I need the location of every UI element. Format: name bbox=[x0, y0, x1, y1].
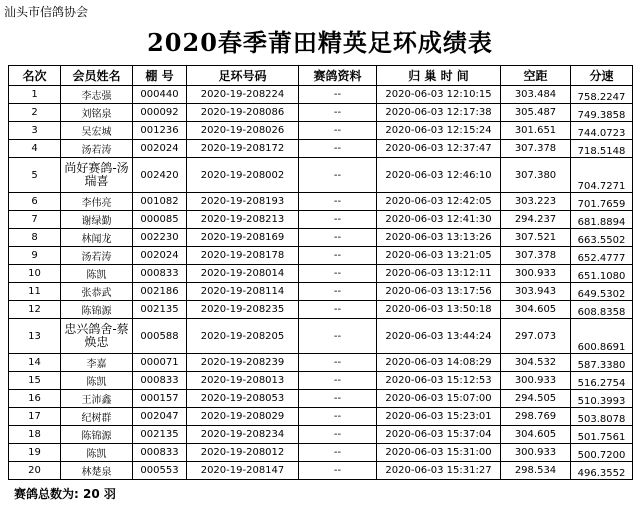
ring-number-cell: 2020-19-208012 bbox=[187, 444, 299, 462]
table-row bbox=[9, 86, 633, 104]
distance-cell: 300.933 bbox=[501, 372, 571, 390]
speed-cell: 496.3552 bbox=[571, 462, 633, 480]
loft-number-cell: 002420 bbox=[133, 158, 187, 193]
total-count: 赛鸽总数为: 20 羽 bbox=[14, 487, 116, 501]
return-time-cell: 2020-06-03 12:41:30 bbox=[377, 211, 501, 229]
page-title: 2020春季莆田精英足环成绩表 bbox=[147, 28, 493, 57]
distance-cell: 298.534 bbox=[501, 462, 571, 480]
return-time-cell: 2020-06-03 15:12:53 bbox=[377, 372, 501, 390]
rank-cell: 12 bbox=[9, 301, 61, 319]
table-row bbox=[9, 211, 633, 229]
loft-number-cell: 000833 bbox=[133, 444, 187, 462]
loft-number-cell: 002024 bbox=[133, 140, 187, 158]
pigeon-info-cell: -- bbox=[299, 301, 377, 319]
ring-number-cell: 2020-19-208026 bbox=[187, 122, 299, 140]
loft-number-cell: 001236 bbox=[133, 122, 187, 140]
distance-cell: 303.943 bbox=[501, 283, 571, 301]
pigeon-info-cell: -- bbox=[299, 319, 377, 354]
table-row bbox=[9, 462, 633, 480]
ring-number-cell: 2020-19-208193 bbox=[187, 193, 299, 211]
return-time-cell: 2020-06-03 13:17:56 bbox=[377, 283, 501, 301]
ring-number-cell: 2020-19-208169 bbox=[187, 229, 299, 247]
rank-cell: 3 bbox=[9, 122, 61, 140]
member-name-cell: 林楚泉 bbox=[61, 462, 133, 480]
ring-number-cell: 2020-19-208239 bbox=[187, 354, 299, 372]
member-name-cell: 张恭武 bbox=[61, 283, 133, 301]
distance-cell: 304.605 bbox=[501, 301, 571, 319]
pigeon-info-cell: -- bbox=[299, 444, 377, 462]
speed-cell: 701.7659 bbox=[571, 193, 633, 211]
loft-number-cell: 000833 bbox=[133, 265, 187, 283]
speed-cell: 516.2754 bbox=[571, 372, 633, 390]
ring-number-cell: 2020-19-208014 bbox=[187, 265, 299, 283]
member-name-cell: 陈凯 bbox=[61, 444, 133, 462]
ring-number-cell: 2020-19-208114 bbox=[187, 283, 299, 301]
speed-cell: 501.7561 bbox=[571, 426, 633, 444]
member-name-cell: 纪树群 bbox=[61, 408, 133, 426]
member-name-cell: 李伟亮 bbox=[61, 193, 133, 211]
member-name-cell: 陈锦源 bbox=[61, 426, 133, 444]
rank-cell: 16 bbox=[9, 390, 61, 408]
rank-cell: 13 bbox=[9, 319, 61, 354]
rank-cell: 7 bbox=[9, 211, 61, 229]
rank-cell: 1 bbox=[9, 86, 61, 104]
loft-number-cell: 000833 bbox=[133, 372, 187, 390]
speed-cell: 718.5148 bbox=[571, 140, 633, 158]
distance-cell: 307.378 bbox=[501, 140, 571, 158]
rank-cell: 8 bbox=[9, 229, 61, 247]
table-row bbox=[9, 390, 633, 408]
member-name-cell: 陈锦源 bbox=[61, 301, 133, 319]
return-time-cell: 2020-06-03 13:12:11 bbox=[377, 265, 501, 283]
ring-number-cell: 2020-19-208053 bbox=[187, 390, 299, 408]
pigeon-info-cell: -- bbox=[299, 372, 377, 390]
loft-number-cell: 001082 bbox=[133, 193, 187, 211]
table-header-row bbox=[9, 66, 633, 86]
distance-cell: 307.521 bbox=[501, 229, 571, 247]
rank-cell: 10 bbox=[9, 265, 61, 283]
rank-cell: 6 bbox=[9, 193, 61, 211]
return-time-cell: 2020-06-03 15:07:00 bbox=[377, 390, 501, 408]
column-header-name: 会员姓名 bbox=[61, 66, 133, 86]
member-name-cell: 汤若涛 bbox=[61, 247, 133, 265]
rank-cell: 9 bbox=[9, 247, 61, 265]
distance-cell: 307.380 bbox=[501, 158, 571, 193]
loft-number-cell: 002047 bbox=[133, 408, 187, 426]
distance-cell: 297.073 bbox=[501, 319, 571, 354]
member-name-cell: 陈凯 bbox=[61, 265, 133, 283]
results-table bbox=[8, 65, 633, 480]
return-time-cell: 2020-06-03 12:15:24 bbox=[377, 122, 501, 140]
member-name-cell: 尚好赛鸽-汤瑞喜 bbox=[61, 158, 133, 193]
member-name-cell: 刘铭泉 bbox=[61, 104, 133, 122]
speed-cell: 608.8358 bbox=[571, 301, 633, 319]
return-time-cell: 2020-06-03 15:31:27 bbox=[377, 462, 501, 480]
return-time-cell: 2020-06-03 15:23:01 bbox=[377, 408, 501, 426]
pigeon-info-cell: -- bbox=[299, 104, 377, 122]
pigeon-info-cell: -- bbox=[299, 408, 377, 426]
speed-cell: 500.7200 bbox=[571, 444, 633, 462]
rank-cell: 20 bbox=[9, 462, 61, 480]
distance-cell: 303.484 bbox=[501, 86, 571, 104]
rank-cell: 15 bbox=[9, 372, 61, 390]
speed-cell: 652.4777 bbox=[571, 247, 633, 265]
distance-cell: 304.532 bbox=[501, 354, 571, 372]
pigeon-info-cell: -- bbox=[299, 140, 377, 158]
loft-number-cell: 000071 bbox=[133, 354, 187, 372]
loft-number-cell: 000553 bbox=[133, 462, 187, 480]
ring-number-cell: 2020-19-208029 bbox=[187, 408, 299, 426]
table-row bbox=[9, 283, 633, 301]
loft-number-cell: 000440 bbox=[133, 86, 187, 104]
member-name-cell: 林闻龙 bbox=[61, 229, 133, 247]
loft-number-cell: 002186 bbox=[133, 283, 187, 301]
speed-cell: 503.8078 bbox=[571, 408, 633, 426]
distance-cell: 303.223 bbox=[501, 193, 571, 211]
member-name-cell: 吴宏城 bbox=[61, 122, 133, 140]
distance-cell: 300.933 bbox=[501, 265, 571, 283]
table-row bbox=[9, 354, 633, 372]
table-row bbox=[9, 158, 633, 193]
column-header-speed: 分速 bbox=[571, 66, 633, 86]
table-row bbox=[9, 247, 633, 265]
member-name-cell: 谢绿勤 bbox=[61, 211, 133, 229]
return-time-cell: 2020-06-03 13:50:18 bbox=[377, 301, 501, 319]
table-row bbox=[9, 193, 633, 211]
distance-cell: 307.378 bbox=[501, 247, 571, 265]
ring-number-cell: 2020-19-208213 bbox=[187, 211, 299, 229]
distance-cell: 304.605 bbox=[501, 426, 571, 444]
member-name-cell: 李志强 bbox=[61, 86, 133, 104]
return-time-cell: 2020-06-03 12:42:05 bbox=[377, 193, 501, 211]
table-row bbox=[9, 372, 633, 390]
member-name-cell: 汤若涛 bbox=[61, 140, 133, 158]
pigeon-info-cell: -- bbox=[299, 122, 377, 140]
distance-cell: 298.769 bbox=[501, 408, 571, 426]
ring-number-cell: 2020-19-208178 bbox=[187, 247, 299, 265]
speed-cell: 681.8894 bbox=[571, 211, 633, 229]
return-time-cell: 2020-06-03 15:31:00 bbox=[377, 444, 501, 462]
member-name-cell: 王沛鑫 bbox=[61, 390, 133, 408]
speed-cell: 651.1080 bbox=[571, 265, 633, 283]
pigeon-info-cell: -- bbox=[299, 283, 377, 301]
return-time-cell: 2020-06-03 13:13:26 bbox=[377, 229, 501, 247]
return-time-cell: 2020-06-03 12:10:15 bbox=[377, 86, 501, 104]
return-time-cell: 2020-06-03 12:17:38 bbox=[377, 104, 501, 122]
distance-cell: 294.505 bbox=[501, 390, 571, 408]
column-header-distance: 空距 bbox=[501, 66, 571, 86]
return-time-cell: 2020-06-03 15:37:04 bbox=[377, 426, 501, 444]
loft-number-cell: 002024 bbox=[133, 247, 187, 265]
loft-number-cell: 000085 bbox=[133, 211, 187, 229]
speed-cell: 510.3993 bbox=[571, 390, 633, 408]
return-time-cell: 2020-06-03 13:44:24 bbox=[377, 319, 501, 354]
rank-cell: 19 bbox=[9, 444, 61, 462]
pigeon-info-cell: -- bbox=[299, 86, 377, 104]
pigeon-info-cell: -- bbox=[299, 158, 377, 193]
loft-number-cell: 000588 bbox=[133, 319, 187, 354]
rank-cell: 14 bbox=[9, 354, 61, 372]
rank-cell: 11 bbox=[9, 283, 61, 301]
rank-cell: 17 bbox=[9, 408, 61, 426]
distance-cell: 301.651 bbox=[501, 122, 571, 140]
loft-number-cell: 000092 bbox=[133, 104, 187, 122]
ring-number-cell: 2020-19-208086 bbox=[187, 104, 299, 122]
pigeon-info-cell: -- bbox=[299, 229, 377, 247]
table-row bbox=[9, 301, 633, 319]
loft-number-cell: 002230 bbox=[133, 229, 187, 247]
table-row bbox=[9, 104, 633, 122]
rank-cell: 18 bbox=[9, 426, 61, 444]
organization-name: 汕头市信鸽协会 bbox=[4, 5, 89, 19]
ring-number-cell: 2020-19-208235 bbox=[187, 301, 299, 319]
ring-number-cell: 2020-19-208224 bbox=[187, 86, 299, 104]
speed-cell: 649.5302 bbox=[571, 283, 633, 301]
return-time-cell: 2020-06-03 12:37:47 bbox=[377, 140, 501, 158]
pigeon-info-cell: -- bbox=[299, 354, 377, 372]
speed-cell: 587.3380 bbox=[571, 354, 633, 372]
distance-cell: 294.237 bbox=[501, 211, 571, 229]
column-header-rank: 名次 bbox=[9, 66, 61, 86]
table-row bbox=[9, 122, 633, 140]
rank-cell: 2 bbox=[9, 104, 61, 122]
return-time-cell: 2020-06-03 14:08:29 bbox=[377, 354, 501, 372]
column-header-loft: 棚 号 bbox=[133, 66, 187, 86]
ring-number-cell: 2020-19-208013 bbox=[187, 372, 299, 390]
return-time-cell: 2020-06-03 13:21:05 bbox=[377, 247, 501, 265]
loft-number-cell: 000157 bbox=[133, 390, 187, 408]
speed-cell: 600.8691 bbox=[571, 319, 633, 354]
table-row bbox=[9, 140, 633, 158]
column-header-ring: 足环号码 bbox=[187, 66, 299, 86]
table-row bbox=[9, 444, 633, 462]
ring-number-cell: 2020-19-208234 bbox=[187, 426, 299, 444]
column-header-info: 赛鸽资料 bbox=[299, 66, 377, 86]
speed-cell: 744.0723 bbox=[571, 122, 633, 140]
member-name-cell: 忠兴鸽舍-蔡焕忠 bbox=[61, 319, 133, 354]
speed-cell: 663.5502 bbox=[571, 229, 633, 247]
ring-number-cell: 2020-19-208147 bbox=[187, 462, 299, 480]
speed-cell: 704.7271 bbox=[571, 158, 633, 193]
pigeon-info-cell: -- bbox=[299, 426, 377, 444]
table-body bbox=[9, 86, 633, 480]
rank-cell: 4 bbox=[9, 140, 61, 158]
table-row bbox=[9, 319, 633, 354]
pigeon-info-cell: -- bbox=[299, 247, 377, 265]
ring-number-cell: 2020-19-208205 bbox=[187, 319, 299, 354]
table-row bbox=[9, 408, 633, 426]
rank-cell: 5 bbox=[9, 158, 61, 193]
member-name-cell: 李嘉 bbox=[61, 354, 133, 372]
pigeon-info-cell: -- bbox=[299, 211, 377, 229]
pigeon-info-cell: -- bbox=[299, 265, 377, 283]
loft-number-cell: 002135 bbox=[133, 426, 187, 444]
return-time-cell: 2020-06-03 12:46:10 bbox=[377, 158, 501, 193]
pigeon-info-cell: -- bbox=[299, 193, 377, 211]
distance-cell: 300.933 bbox=[501, 444, 571, 462]
table-row bbox=[9, 265, 633, 283]
ring-number-cell: 2020-19-208172 bbox=[187, 140, 299, 158]
distance-cell: 305.487 bbox=[501, 104, 571, 122]
pigeon-info-cell: -- bbox=[299, 462, 377, 480]
speed-cell: 758.2247 bbox=[571, 86, 633, 104]
speed-cell: 749.3858 bbox=[571, 104, 633, 122]
column-header-time: 归 巢 时 间 bbox=[377, 66, 501, 86]
member-name-cell: 陈凯 bbox=[61, 372, 133, 390]
table-row bbox=[9, 229, 633, 247]
pigeon-info-cell: -- bbox=[299, 390, 377, 408]
ring-number-cell: 2020-19-208002 bbox=[187, 158, 299, 193]
table-row bbox=[9, 426, 633, 444]
loft-number-cell: 002135 bbox=[133, 301, 187, 319]
